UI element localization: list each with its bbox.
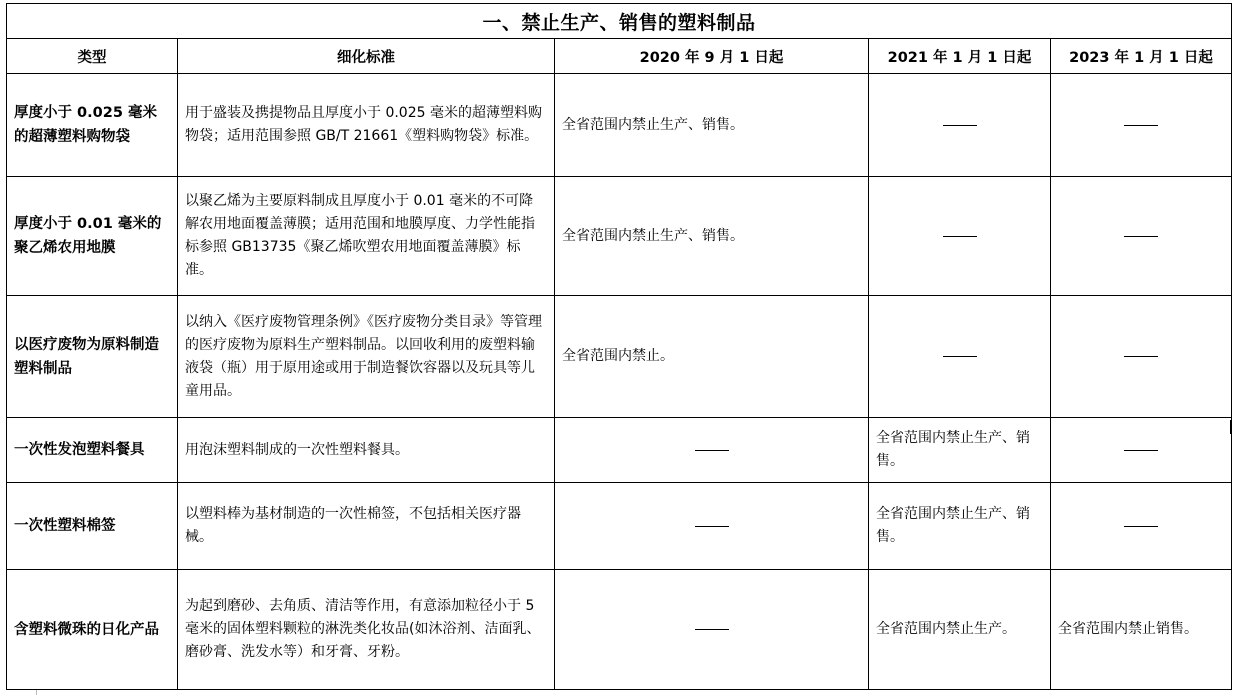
dash-line <box>1124 356 1158 357</box>
text-cursor-mark <box>1230 420 1232 434</box>
row-standard: 以聚乙烯为主要原料制成且厚度小于 0.01 毫米的不可降解农用地面覆盖薄膜；适用范围和地膜厚度、力学性能指标参照 GB13735《聚乙烯吹塑农用地面覆盖薄膜》标准。 <box>178 177 555 296</box>
row-2020-empty <box>555 483 869 570</box>
row-standard: 以塑料棒为基材制造的一次性棉签，不包括相关医疗器械。 <box>178 483 555 570</box>
row-type: 厚度小于 0.01 毫米的聚乙烯农用地膜 <box>7 177 178 296</box>
dash-line <box>695 526 729 527</box>
dash-line <box>695 629 729 630</box>
header-2021: 2021 年 1 月 1 日起 <box>869 39 1051 74</box>
row-2021-empty <box>869 177 1051 296</box>
table-title: 一、禁止生产、销售的塑料制品 <box>7 4 1232 39</box>
header-standard: 细化标准 <box>178 39 555 74</box>
row-2023-empty <box>1051 74 1232 177</box>
row-2023-empty <box>1051 483 1232 570</box>
table-row <box>7 177 1232 296</box>
row-standard: 用于盛装及携提物品且厚度小于 0.025 毫米的超薄塑料购物袋；适用范围参照 GB/T 21661《塑料购物袋》标准。 <box>178 74 555 177</box>
dash-line <box>1124 526 1158 527</box>
row-2020: 全省范围内禁止生产、销售。 <box>555 74 869 177</box>
row-standard: 为起到磨砂、去角质、清洁等作用，有意添加粒径小于 5 毫米的固体塑料颗粒的淋洗类化妆品(如沐浴剂、洁面乳、磨砂膏、洗发水等）和牙膏、牙粉。 <box>178 570 555 690</box>
row-2023-empty <box>1051 418 1232 483</box>
header-2020: 2020 年 9 月 1 日起 <box>555 39 869 74</box>
header-row <box>7 39 1232 74</box>
dash-line <box>943 125 977 126</box>
dash-line <box>943 356 977 357</box>
row-2021-empty <box>869 74 1051 177</box>
row-type: 以医疗废物为原料制造塑料制品 <box>7 296 178 418</box>
title-row <box>7 4 1232 39</box>
table-row <box>7 418 1232 483</box>
page-corner-mark <box>36 690 37 695</box>
dash-line <box>943 236 977 237</box>
row-2021: 全省范围内禁止生产、销售。 <box>869 418 1051 483</box>
row-type: 含塑料微珠的日化产品 <box>7 570 178 690</box>
dash-line <box>695 450 729 451</box>
row-standard: 以纳入《医疗废物管理条例》《医疗废物分类目录》等管理的医疗废物为原料生产塑料制品。以回收利用的废塑料输液袋（瓶）用于原用途或用于制造餐饮容器以及玩具等儿童用品。 <box>178 296 555 418</box>
row-type: 一次性发泡塑料餐具 <box>7 418 178 483</box>
header-type: 类型 <box>7 39 178 74</box>
row-type: 一次性塑料棉签 <box>7 483 178 570</box>
row-2020: 全省范围内禁止生产、销售。 <box>555 177 869 296</box>
row-2021: 全省范围内禁止生产、销售。 <box>869 483 1051 570</box>
row-2020-empty <box>555 570 869 690</box>
dash-line <box>1124 236 1158 237</box>
row-2020-empty <box>555 418 869 483</box>
row-2021: 全省范围内禁止生产。 <box>869 570 1051 690</box>
table-row <box>7 74 1232 177</box>
row-2020: 全省范围内禁止。 <box>555 296 869 418</box>
row-2023: 全省范围内禁止销售。 <box>1051 570 1232 690</box>
row-type: 厚度小于 0.025 毫米的超薄塑料购物袋 <box>7 74 178 177</box>
table-row <box>7 483 1232 570</box>
row-standard: 用泡沫塑料制成的一次性塑料餐具。 <box>178 418 555 483</box>
dash-line <box>1124 450 1158 451</box>
table-row <box>7 570 1232 690</box>
table-row <box>7 296 1232 418</box>
row-2021-empty <box>869 296 1051 418</box>
row-2023-empty <box>1051 177 1232 296</box>
dash-line <box>1124 125 1158 126</box>
plastic-ban-table <box>6 3 1232 690</box>
header-2023: 2023 年 1 月 1 日起 <box>1051 39 1232 74</box>
row-2023-empty <box>1051 296 1232 418</box>
